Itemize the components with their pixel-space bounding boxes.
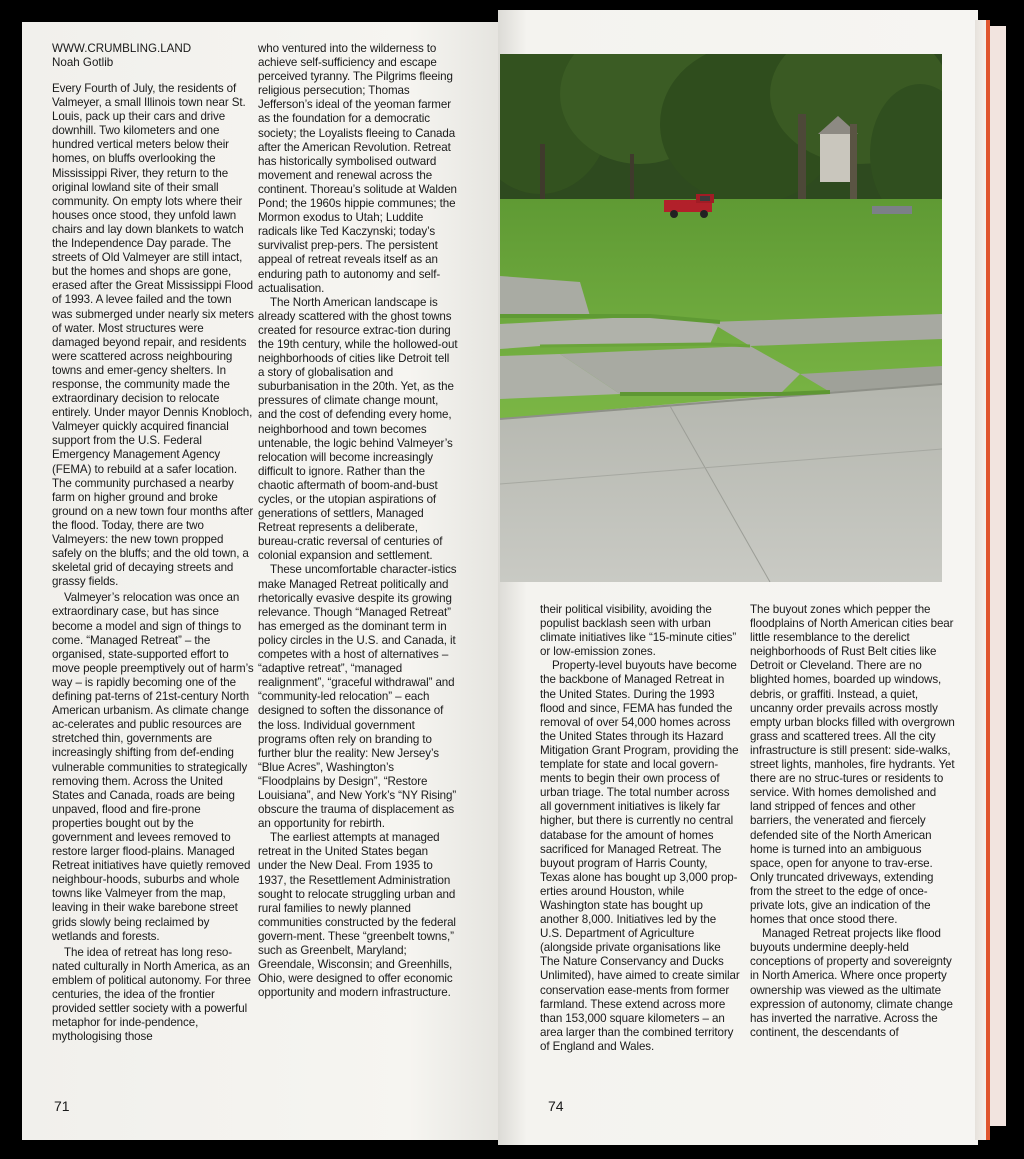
page-number-right: 74 — [548, 1098, 564, 1114]
paragraph: The idea of retreat has long reso-nated culturally in North America, as an emblem of political autonomy. For three centuries, the idea of the frontier provided settler society with a powerful metaphor for inde-pendence, mythologising those — [52, 945, 251, 1044]
photograph-empty-lot — [500, 54, 942, 582]
author-name: Noah Gotlib — [52, 56, 114, 70]
paragraph: Every Fourth of July, the residents of Valmeyer, a small Illinois town near St. Louis, pack up their cars and drive downhill. Two kilometers and one hundred vertical meters below their homes, on bluffs overlooking the Mississippi River, they return to the original lowland site of their small community. On empty lots where their houses once stood, they unfold lawn chairs and lay down blankets to watch the Independence Day parade. The streets of Old Valmeyer are still intact, but the homes and shops are gone, erased after the Great Mississippi Flood of 1993. A levee failed and the town was submerged under nearly six meters of water. Most structures were damaged beyond repair, and residents were scattered across neighbouring towns and emer-gency shelters. In response, the community made the extraordinary decision to relocate entirely. Under mayor Dennis Knobloch, Valmeyer quickly acquired financial support from the U.S. Federal Emergency Management Agency (FEMA) to rebuild at a safer location. The community purchased a nearby farm on higher ground and broke ground on a new town four months after the flood. Today, there are two Valmeyers: the new town propped safely on the bluffs; and the old town, a skeletal grid of decaying streets and grassy fields. — [52, 82, 254, 589]
paragraph: The earliest attempts at managed retreat in the United States began under the New Deal. From 1935 to 1937, the Resettlement Administration sought to relocate struggling urban and rural families to newly planned communities constructed by the federal govern-ment. These “greenbelt towns,” such as Greenbelt, Maryland; Greendale, Wisconsin; and Greenhills, Ohio, were designed to offer economic opportunity and modern infrastructure. — [258, 831, 456, 1000]
paragraph: The North American landscape is already scattered with the ghost towns created for resource extrac-tion during the 19th century, while the hollowed-out neighborhoods of cities like Detroit tell a story of globalisation and suburbanisation in the 20th. Yet, as the pressures of climate change mount, and the cost of defending every home, neighborhood and town becomes untenable, the logic behind Valmeyer’s relocation will become increasingly difficult to ignore. Rather than the chaotic aftermath of boom-and-bust cycles, or the utopian aspirations of generations of settlers, Managed Retreat represents a deliberate, bureau-cratic reversal of centuries of colonial expansion and settlement. — [258, 295, 458, 563]
photo-illustration — [500, 54, 942, 582]
paragraph: Property-level buyouts have become the backbone of Managed Retreat in the United States. During the 1993 flood and since, FEMA has funded the removal of over 54,000 homes across the United States through its Hazard Mitigation Grant Program, providing the template for state and local govern-ments to begin their own process of urban triage. The total number across all government initiatives is likely far higher, but there is currently no central database for the amount of homes sacrificed for Managed Retreat. The buyout program of Harris County, Texas alone has bought up 3,000 prop-erties around Houston, while Washington state has bought up another 8,000. Initiatives led by the U.S. Department of Agriculture (alongside private organisations like The Nature Conservancy and Ducks Unlimited), have aimed to create similar conservation ease-ments from former farmland. These extend across more than 153,000 square kilometers – an area larger than the combined territory of England and Wales. — [540, 659, 740, 1053]
page-number-left: 71 — [54, 1098, 70, 1114]
left-column-2 — [258, 42, 458, 1000]
paragraph: who ventured into the wilderness to achieve self-sufficiency and escape perceived tyranny. The Pilgrims fleeing religious persecution; Thomas Jefferson’s ideal of the yeoman farmer as the foundation for a democratic society; the Loyalists fleeing to Canada after the American Revolution. Retreat has historically symbolised outward movement and renewal across the continent. Thoreau’s solitude at Walden Pond; the 1960s hippie communes; the Mormon exodus to Utah; Luddite radicals like Ted Kaczynski; today’s survivalist prep-pers. The persistent appeal of retreat reveals itself as an enduring path to autonomy and self-actualisation. — [258, 42, 457, 295]
left-column-1 — [52, 82, 254, 1044]
paragraph: The buyout zones which pepper the floodplains of North American cities bear little resemblance to the derelict neighborhoods of Rust Belt cities like Detroit or Cleveland. There are no blighted homes, boarded up windows, debris, or graffiti. Instead, a quiet, uncanny order prevails across mostly empty urban blocks filled with overgrown grass and scattered trees. All the city infrastructure is still present: side-walks, street lights, manholes, fire hydrants. Yet there are no struc-tures or residents to service. With homes demolished and land stripped of fences and other barriers, the venerated and fiercely defended site of the North American home is turned into an ambiguous space, open for anyone to trav-erse. Only truncated driveways, extending from the street to the edge of once-private lots, give an indication of the homes that once stood there. — [750, 603, 955, 927]
website-url: WWW.CRUMBLING.LAND — [52, 42, 192, 55]
paragraph: Managed Retreat projects like flood buyouts undermine deeply-held conceptions of property and sovereignty in North America. Where once property ownership was viewed as the ultimate expression of autonomy, climate change has inverted the narrative. Across the continent, the descendants of — [750, 927, 953, 1039]
paragraph: Valmeyer’s relocation was once an extraordinary case, but has since become a model and sign of things to come. “Managed Retreat” – the organised, state-supported effort to move people preemptively out of harm’s way – is rapidly becoming one of the defining pat-terns of 21st-century North American urbanism. As climate change ac-celerates and public resources are stretched thin, governments are increasingly shifting from def-ending vulnerable communities to strategically removing them. Across the United States and Canada, roads are being unpaved, flood and fire-prone properties bought out by the government and levees removed to restore larger flood-plains. Managed Retreat initiatives have quietly removed neighbour-hoods, suburbs and whole towns like Valmeyer from the map, leaving in their wake barebone street grids slowly being reclaimed by wetlands and forests. — [52, 591, 254, 943]
paragraph: These uncomfortable character-istics make Managed Retreat politically and rhetorically evasive despite its growing relevance. Though “Managed Retreat” has emerged as the dominant term in policy circles in the U.S. and Canada, it competes with a host of alternatives – “adaptive retreat”, “managed realignment”, “graceful withdrawal” and “community-led relocation” – each designed to soften the dissonance of the loss. Individual government programs often rely on branding to further blur the reality: New Jersey’s “Blue Acres”, Washington’s “Floodplains by Design”, “Restore Louisiana”, and New York’s “NY Rising” obscure the trauma of displacement as an opportunity for rebirth. — [258, 563, 457, 831]
back-cover-edge — [990, 26, 1006, 1126]
paragraph: their political visibility, avoiding the populist backlash seen with urban climate initiatives like “15-minute cities” or low-emission zones. — [540, 603, 737, 659]
right-column-2 — [750, 603, 958, 1040]
right-column-1 — [540, 603, 740, 1054]
article-header — [52, 42, 191, 70]
